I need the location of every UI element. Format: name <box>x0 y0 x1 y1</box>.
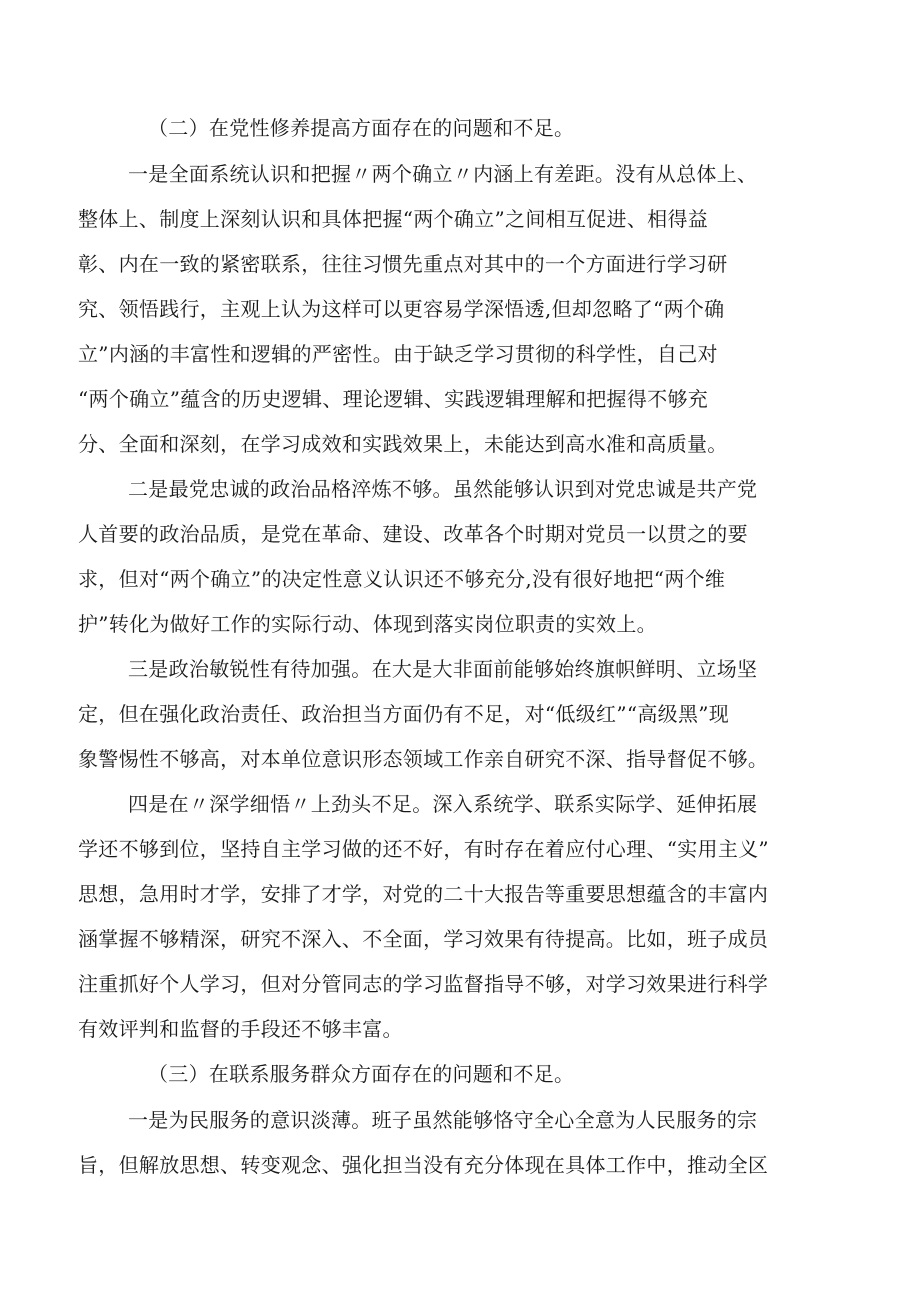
paragraph-line: 彰、内在一致的紧密联系，往往习惯先重点对其中的一个方面进行学习研 <box>78 252 728 276</box>
paragraph-line: 有效评判和监督的手段还不够丰富。 <box>78 1017 403 1041</box>
paragraph-line: 三是政治敏锐性有待加强。在大是大非面前能够始终旗帜鲜明、立场坚 <box>128 657 758 681</box>
paragraph-line: 注重抓好个人学习，但对分管同志的学习监督指导不够，对学习效果进行科学 <box>78 972 769 996</box>
paragraph-line: 旨，但解放思想、转变观念、强化担当没有充分体现在具体工作中，推动全区 <box>78 1153 769 1177</box>
paragraph-line: 思想，急用时才学，安排了才学，对党的二十大报告等重要思想蕴含的丰富内 <box>78 882 769 906</box>
paragraph-line: 定，但在强化政治责任、政治担当方面仍有不足，对“低级红”“高级黑”现 <box>78 702 730 726</box>
paragraph-line: 分、全面和深刻，在学习成效和实践效果上，未能达到高水准和高质量。 <box>78 432 728 456</box>
paragraph-line: 护”转化为做好工作的实际行动、体现到落实岗位职责的实效上。 <box>78 612 657 636</box>
paragraph-line: 学还不够到位，坚持自主学习做的还不好，有时存在着应付心理、“实用主义” <box>78 837 769 861</box>
section-heading-2: （二）在党性修养提高方面存在的问题和不足。 <box>148 116 575 140</box>
paragraph-line: “两个确立”蕴含的历史逻辑、理论逻辑、实践逻辑理解和把握得不够充 <box>78 387 709 411</box>
paragraph-line: 一是为民服务的意识淡薄。班子虽然能够恪守全心全意为人民服务的宗 <box>128 1108 758 1132</box>
section-heading-3: （三）在联系服务群众方面存在的问题和不足。 <box>148 1062 575 1086</box>
paragraph-line: 涵掌握不够精深，研究不深入、不全面，学习效果有待提高。比如，班子成员 <box>78 927 769 951</box>
paragraph-line: 究、领悟践行，主观上认为这样可以更容易学深悟透,但却忽略了“两个确 <box>78 297 725 321</box>
paragraph-line: 求，但对“两个确立”的决定性意义认识还不够充分,没有很好地把“两个维 <box>78 567 726 591</box>
paragraph-line: 立”内涵的丰富性和逻辑的严密性。由于缺乏学习贯彻的科学性，自己对 <box>78 342 718 366</box>
paragraph-line: 人首要的政治品质，是党在革命、建设、改革各个时期对党员一以贯之的要 <box>78 522 748 546</box>
paragraph-line: 象警惕性不够高，对本单位意识形态领域工作亲自研究不深、指导督促不够。 <box>78 747 769 771</box>
paragraph-line: 整体上、制度上深刻认识和具体把握“两个确立”之间相互促进、相得益 <box>78 207 709 231</box>
paragraph-line: 四是在〃深学细悟〃上劲头不足。深入系统学、联系实际学、延伸拓展 <box>128 792 758 816</box>
paragraph-line: 二是最党忠诚的政治品格淬炼不够。虽然能够认识到对党忠诚是共产党 <box>128 477 758 501</box>
paragraph-line: 一是全面系统认识和把握〃两个确立〃内涵上有差距。没有从总体上、 <box>128 162 758 186</box>
